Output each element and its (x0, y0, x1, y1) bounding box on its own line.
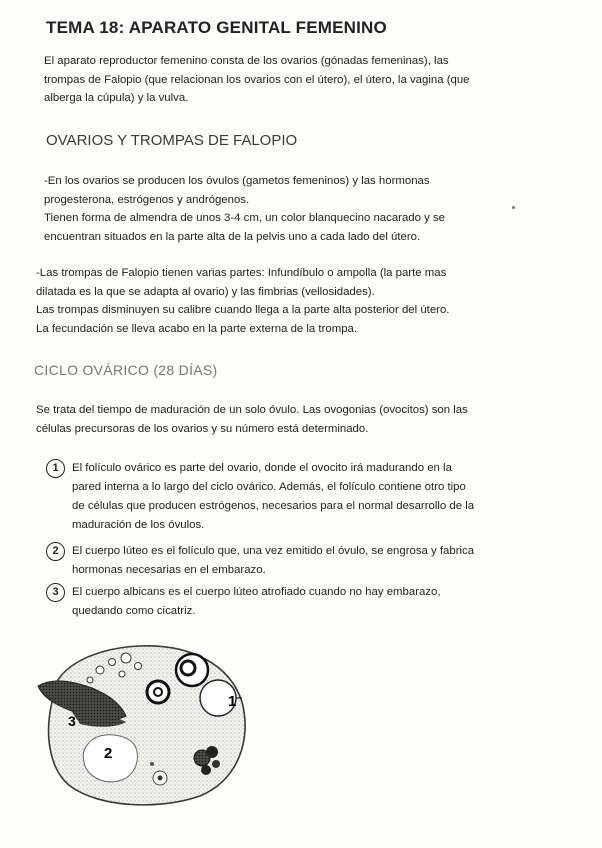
diagram-label-2: 2 (104, 745, 113, 762)
section-title-ovarios: OVARIOS Y TROMPAS DE FALOPIO (46, 132, 298, 149)
intro-line: El aparato reproductor femenino consta de los ovarios (gónadas femeninas), las (44, 55, 449, 67)
item-line: hormonas necesarias en el embarazo. (72, 564, 266, 576)
ovary-diagram (30, 640, 275, 810)
item-line: quedando como cicatriz. (72, 605, 196, 617)
section-title-ciclo: CICLO OVÁRICO (28 DÍAS) (34, 362, 218, 378)
item-line: El cuerpo albicans es el cuerpo lúteo atrofiado cuando no hay embarazo, (72, 586, 441, 598)
item-line: El folículo ovárico es parte del ovario, donde el ovocito irá madurando en la (72, 462, 452, 474)
ovarios-paragraph (44, 172, 564, 246)
item-text (72, 542, 572, 580)
ovarios-line: progesterona, estrógenos y andrógenos. (44, 193, 250, 206)
intro-line: alberga la cúpula) y la vulva. (44, 92, 189, 104)
item-number-badge: 1 (46, 459, 65, 478)
ovarios-line: Tienen forma de almendra de unos 3-4 cm, un color blanquecino nacarado y se (44, 212, 446, 224)
page-title: TEMA 18: APARATO GENITAL FEMENINO (46, 18, 387, 37)
ovary-outline (49, 646, 246, 805)
item-line: pared interna a lo largo del ciclo ovárico. Además, el folículo contiene otro tipo (72, 481, 466, 493)
ovarios-line: encuentran situados en la parte alta de la pelvis uno a cada lado del útero. (44, 230, 421, 243)
ciclo-line: Se trata del tiempo de maduración de un solo óvulo. Las ovogonias (ovocitos) son las (36, 404, 468, 416)
item-number-badge: 3 (46, 583, 65, 602)
diagram-label-1: 1 (228, 693, 237, 710)
item-line: de células que producen estrógenos, necesarios para el normal desarrollo de la (72, 500, 475, 512)
stray-mark (512, 206, 515, 209)
trompas-paragraph (36, 264, 556, 338)
trompas-line: La fecundación se lleva acabo en la parte externa de la trompa. (36, 322, 358, 335)
intro-paragraph (44, 52, 564, 108)
ovary-illustration (30, 640, 275, 810)
trompas-line: dilatada es la que se adapta al ovario) y las fimbrias (vellosidades). (36, 285, 375, 298)
trompas-line: -Las trompas de Falopio tienen varias partes: Infundíbulo o ampolla (la parte mas (36, 267, 447, 279)
item-text (72, 583, 572, 621)
trompas-line: Las trompas disminuyen su calibre cuando llega a la parte alta posterior del útero. (36, 304, 450, 316)
intro-line: trompas de Falopio (que relacionan los ovarios con el útero), el útero, la vagina (que (44, 73, 470, 86)
item-line: maduración de los óvulos. (72, 519, 205, 531)
item-text (72, 459, 572, 535)
ciclo-line: células precursoras de los ovarios y su número está determinado. (36, 422, 369, 435)
diagram-label-3: 3 (68, 713, 76, 729)
ciclo-intro-paragraph (36, 401, 556, 438)
item-number-badge: 2 (46, 542, 65, 561)
item-line: El cuerpo lúteo es el folículo que, una vez emitido el óvulo, se engrosa y fabrica (72, 545, 475, 557)
ovarios-line: -En los ovarios se producen los óvulos (gametos femeninos) y las hormonas (44, 175, 430, 187)
